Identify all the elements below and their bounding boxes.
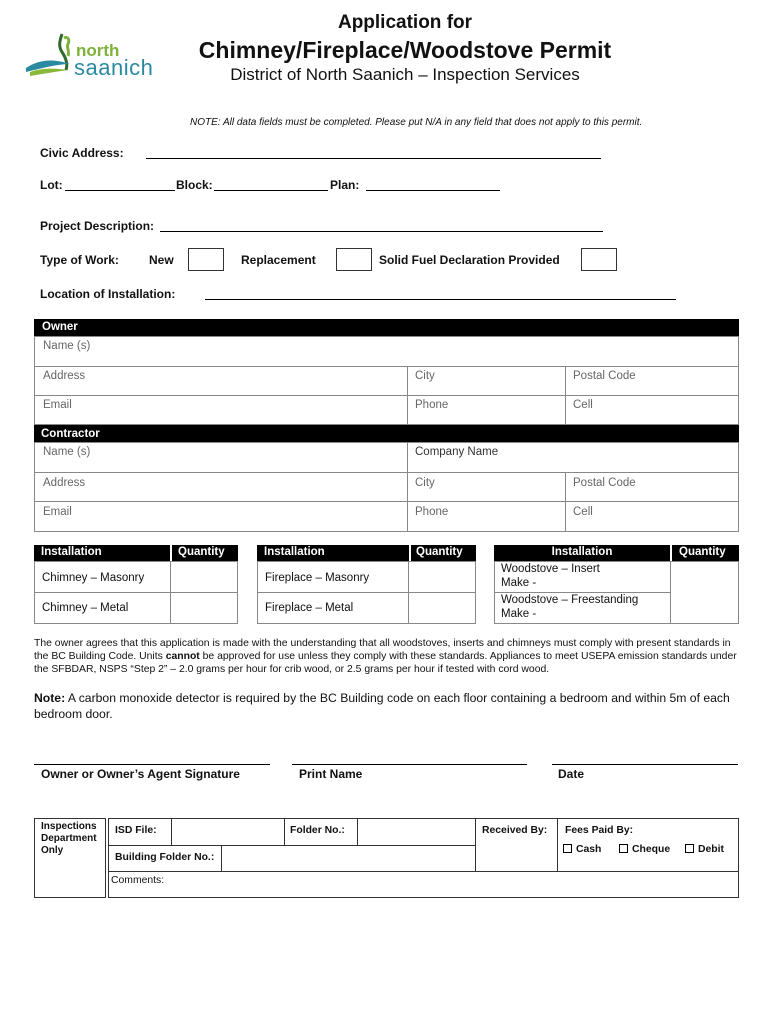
cheque-label: Cheque bbox=[632, 844, 671, 855]
agreement-bold: cannot bbox=[165, 651, 200, 662]
quantity-header-3: Quantity bbox=[672, 545, 739, 561]
plan-field[interactable] bbox=[366, 190, 500, 191]
solid-fuel-label: Solid Fuel Declaration Provided bbox=[379, 253, 560, 267]
owner-city-label: City bbox=[415, 370, 435, 382]
location-field[interactable] bbox=[205, 299, 676, 300]
fees-paid-label: Fees Paid By: bbox=[565, 825, 634, 836]
project-description-field[interactable] bbox=[160, 231, 603, 232]
contractor-section-header bbox=[34, 425, 739, 442]
plan-label: Plan: bbox=[330, 178, 360, 192]
chimney-metal-quantity[interactable] bbox=[170, 592, 238, 624]
owner-address-field[interactable] bbox=[34, 366, 408, 396]
isd-file-field[interactable] bbox=[171, 819, 285, 846]
contractor-postal-field[interactable] bbox=[565, 472, 739, 502]
owner-city-field[interactable] bbox=[407, 366, 566, 396]
comments-field[interactable] bbox=[109, 871, 739, 898]
header-line1: Application for bbox=[337, 12, 473, 33]
logo-word-saanich: saanich bbox=[74, 55, 154, 80]
folder-no-cell bbox=[284, 819, 358, 846]
solid-fuel-checkbox[interactable] bbox=[581, 248, 617, 271]
building-folder-field[interactable] bbox=[221, 845, 476, 872]
block-label: Block: bbox=[176, 178, 213, 192]
lot-label: Lot: bbox=[40, 178, 63, 192]
installation-header-1: Installation bbox=[34, 545, 170, 561]
owner-title: Owner bbox=[42, 321, 78, 333]
header-subtitle: District of North Saanich – Inspection Services bbox=[230, 65, 580, 84]
agreement-text bbox=[34, 637, 740, 676]
installation-header-2: Installation bbox=[257, 545, 409, 561]
contractor-email-label: Email bbox=[43, 506, 72, 518]
lot-field[interactable] bbox=[65, 190, 175, 191]
civic-address-field[interactable] bbox=[146, 158, 601, 159]
contractor-email-field[interactable] bbox=[34, 501, 408, 532]
quantity-header-1: Quantity bbox=[172, 545, 238, 561]
inspections-department-box bbox=[34, 818, 106, 898]
print-name-line[interactable] bbox=[292, 764, 527, 765]
woodstove-freestanding-label: Woodstove – Freestanding bbox=[501, 594, 639, 606]
installation-header-3: Installation bbox=[494, 545, 670, 561]
print-name-label: Print Name bbox=[299, 767, 363, 781]
office-grid bbox=[108, 818, 739, 898]
owner-address-label: Address bbox=[43, 370, 86, 382]
replacement-label: Replacement bbox=[241, 253, 316, 267]
signature-label: Owner or Owner’s Agent Signature bbox=[41, 767, 240, 781]
woodstove-insert-label: Woodstove – Insert bbox=[501, 563, 600, 575]
fees-cell bbox=[557, 819, 739, 872]
installation-row bbox=[34, 561, 171, 593]
contractor-name-label: Name (s) bbox=[43, 446, 91, 458]
owner-postal-field[interactable] bbox=[565, 366, 739, 396]
agreement-part2: be approved for use unless they comply with these standards. Appliances to meet USEPA emission standards under the SFBDAR, NSPS “Step 2” – 2.0 grams per hour for crib wood, or 2.5 grams per hour if tested with cord wood. bbox=[34, 651, 737, 675]
cheque-checkbox-icon[interactable] bbox=[619, 844, 628, 853]
isd-file-label: ISD File: bbox=[115, 825, 157, 836]
contractor-city-field[interactable] bbox=[407, 472, 566, 502]
quantity-header-2: Quantity bbox=[411, 545, 476, 561]
contractor-cell-field[interactable] bbox=[565, 501, 739, 532]
new-checkbox[interactable] bbox=[188, 248, 224, 271]
contractor-address-label: Address bbox=[43, 477, 86, 489]
project-description-label: Project Description: bbox=[40, 219, 155, 233]
cash-label: Cash bbox=[576, 844, 602, 855]
owner-phone-field[interactable] bbox=[407, 395, 566, 425]
contractor-address-field[interactable] bbox=[34, 472, 408, 502]
owner-email-field[interactable] bbox=[34, 395, 408, 425]
isd-file-cell bbox=[109, 819, 172, 846]
agreement-part1: The owner agrees that this application is made with the understanding that all woodstoves, inserts and chimneys must comply with present standards in the BC Building Code. Units bbox=[34, 638, 731, 662]
building-folder-label: Building Folder No.: bbox=[115, 852, 215, 863]
debit-label: Debit bbox=[698, 844, 724, 855]
received-by-cell[interactable] bbox=[475, 819, 558, 872]
cash-option[interactable] bbox=[563, 844, 601, 855]
cheque-option[interactable] bbox=[619, 844, 670, 855]
type-of-work-label: Type of Work: bbox=[40, 253, 119, 267]
logo-word-north: north bbox=[76, 41, 120, 60]
installation-row bbox=[257, 592, 409, 624]
woodstove-quantity[interactable] bbox=[670, 561, 739, 624]
cash-checkbox-icon[interactable] bbox=[563, 844, 572, 853]
note-label: Note: bbox=[34, 691, 66, 705]
contractor-phone-field[interactable] bbox=[407, 501, 566, 532]
contractor-phone-label: Phone bbox=[415, 506, 449, 518]
note-body: A carbon monoxide detector is required by the BC Building code on each floor containing a bedroom and within 5m of each bedroom door. bbox=[34, 691, 730, 721]
new-label: New bbox=[149, 253, 174, 267]
signature-line[interactable] bbox=[34, 764, 270, 765]
folder-no-label: Folder No.: bbox=[290, 825, 345, 836]
contractor-city-label: City bbox=[415, 477, 435, 489]
fireplace-metal-label: Fireplace – Metal bbox=[265, 602, 354, 614]
comments-label: Comments: bbox=[111, 875, 165, 886]
replacement-checkbox[interactable] bbox=[336, 248, 372, 271]
building-folder-cell bbox=[109, 845, 222, 872]
civic-address-label: Civic Address: bbox=[40, 146, 124, 160]
owner-phone-label: Phone bbox=[415, 399, 449, 411]
debit-option[interactable] bbox=[685, 844, 724, 855]
inspections-department-label: Inspections Department Only bbox=[41, 821, 97, 856]
contractor-cell-label: Cell bbox=[573, 506, 593, 518]
co-detector-note bbox=[34, 690, 734, 722]
installation-row bbox=[34, 592, 171, 624]
chimney-masonry-label: Chimney – Masonry bbox=[42, 572, 145, 584]
contractor-title: Contractor bbox=[41, 428, 100, 440]
woodstove-freestanding-make[interactable]: Make - bbox=[501, 608, 537, 620]
woodstove-insert-make[interactable]: Make - bbox=[501, 577, 537, 589]
note-text: NOTE: All data fields must be completed. Please put N/A in any field that does not apply to this permit. bbox=[190, 117, 643, 128]
contractor-name-field[interactable] bbox=[34, 442, 408, 473]
date-label: Date bbox=[558, 767, 585, 781]
location-label: Location of Installation: bbox=[40, 287, 176, 301]
fireplace-metal-quantity[interactable] bbox=[408, 592, 476, 624]
owner-cell-field[interactable] bbox=[565, 395, 739, 425]
owner-section-header bbox=[34, 319, 739, 336]
owner-email-label: Email bbox=[43, 399, 72, 411]
installation-row bbox=[494, 561, 671, 593]
date-line[interactable] bbox=[552, 764, 738, 765]
chimney-masonry-quantity[interactable] bbox=[170, 561, 238, 593]
contractor-company-label: Company Name bbox=[415, 446, 499, 458]
installation-row bbox=[257, 561, 409, 593]
owner-postal-label: Postal Code bbox=[573, 370, 636, 382]
owner-cell-label: Cell bbox=[573, 399, 593, 411]
folder-no-field[interactable] bbox=[357, 819, 476, 846]
contractor-postal-label: Postal Code bbox=[573, 477, 636, 489]
owner-name-label: Name (s) bbox=[43, 340, 91, 352]
installation-row bbox=[494, 592, 671, 624]
fireplace-masonry-quantity[interactable] bbox=[408, 561, 476, 593]
debit-checkbox-icon[interactable] bbox=[685, 844, 694, 853]
page-title: Chimney/Fireplace/Woodstove Permit bbox=[198, 37, 612, 63]
fireplace-masonry-label: Fireplace – Masonry bbox=[265, 572, 370, 584]
block-field[interactable] bbox=[214, 190, 328, 191]
received-by-label: Received By: bbox=[482, 825, 548, 836]
chimney-metal-label: Chimney – Metal bbox=[42, 602, 129, 614]
owner-name-field[interactable] bbox=[34, 336, 739, 367]
contractor-company-field[interactable] bbox=[407, 442, 739, 473]
